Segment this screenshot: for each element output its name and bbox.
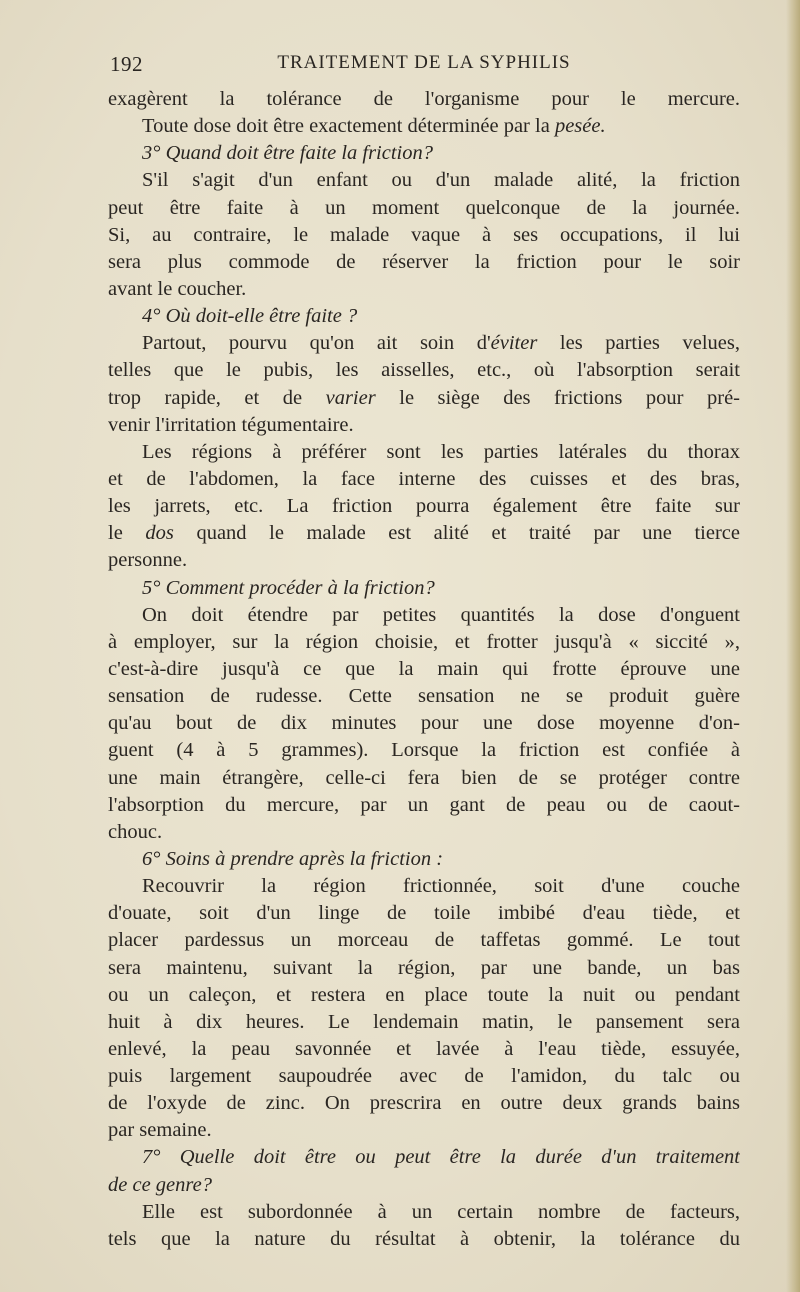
- text-segment: les parties velues,: [537, 332, 740, 355]
- text-line: [108, 493, 740, 520]
- text-segment: tels que la nature du résultat à obtenir, la tolérance du: [108, 1227, 740, 1250]
- text-line: [108, 900, 740, 927]
- text-segment: et de l'abdomen, la face interne des cuisses et des bras,: [108, 467, 740, 490]
- text-segment: trop rapide, et de: [108, 386, 326, 409]
- text-line: [108, 1172, 740, 1199]
- page-number: 192: [110, 52, 143, 76]
- text-line: [108, 357, 740, 384]
- text-segment: S'il s'agit d'un enfant ou d'un malade alité, la friction: [142, 169, 740, 192]
- text-line: [108, 167, 740, 194]
- text-segment: c'est-à-dire jusqu'à ce que la main qui frotte éprouve une: [108, 657, 740, 680]
- text-segment: sera plus commode de réserver la friction pour le soir: [108, 250, 740, 273]
- text-segment: 3° Quand doit être faite la friction?: [142, 142, 433, 165]
- text-line: [108, 520, 740, 547]
- text-line: [108, 466, 740, 493]
- text-line: [108, 656, 740, 683]
- text-segment: d'ouate, soit d'un linge de toile imbibé d'eau tiède, et: [108, 902, 740, 925]
- text-line: [108, 412, 740, 439]
- text-segment: sensation de rudesse. Cette sensation ne se produit guère: [108, 685, 740, 708]
- text-segment: Recouvrir la région frictionnée, soit d'une couche: [142, 875, 740, 898]
- text-line: [108, 1063, 740, 1090]
- text-segment: sera maintenu, suivant la région, par une bande, un bas: [108, 956, 740, 979]
- text-line: [108, 1226, 740, 1253]
- text-segment: les jarrets, etc. La friction pourra également être faite sur: [108, 495, 740, 518]
- text-line: [108, 439, 740, 466]
- text-line: [108, 873, 740, 900]
- text-segment: varier: [325, 386, 376, 409]
- text-segment: personne.: [108, 549, 188, 572]
- text-line: [108, 249, 740, 276]
- text-segment: pesée.: [554, 115, 606, 138]
- text-line: [108, 1009, 740, 1036]
- text-line: [108, 1036, 740, 1063]
- text-segment: Toute dose doit être exactement déterminée par la: [142, 115, 555, 138]
- text-segment: ou un caleçon, et restera en place toute la nuit ou pendant: [108, 983, 740, 1006]
- text-line: [108, 1117, 740, 1144]
- text-segment: 4° Où doit-elle être faite ?: [142, 305, 358, 328]
- text-segment: On doit étendre par petites quantités la dose d'onguent: [142, 603, 740, 626]
- text-segment: venir l'irritation tégumentaire.: [108, 413, 354, 436]
- text-segment: Les régions à préférer sont les parties latérales du thorax: [142, 440, 740, 463]
- text-line: [108, 276, 740, 303]
- text-line: [108, 792, 740, 819]
- text-line: [108, 737, 740, 764]
- text-segment: puis largement saupoudrée avec de l'amidon, du talc ou: [108, 1065, 740, 1088]
- text-segment: enlevé, la peau savonnée et lavée à l'eau tiède, essuyée,: [108, 1037, 740, 1060]
- text-line: [108, 1199, 740, 1226]
- text-segment: placer pardessus un morceau de taffetas gommé. Le tout: [108, 929, 740, 952]
- text-line: [108, 140, 740, 167]
- text-segment: l'absorption du mercure, par un gant de peau ou de caout-: [108, 793, 740, 816]
- text-line: [108, 602, 740, 629]
- text-line: [108, 330, 740, 357]
- text-segment: éviter: [490, 332, 538, 355]
- text-segment: par semaine.: [108, 1119, 212, 1142]
- page-header: [110, 52, 738, 78]
- text-segment: Elle est subordonnée à un certain nombre de facteurs,: [142, 1200, 740, 1223]
- text-segment: 6° Soins à prendre après la friction :: [142, 847, 444, 870]
- text-segment: guent (4 à 5 grammes). Lorsque la friction est confiée à: [108, 739, 740, 762]
- text-segment: Partout, pourvu qu'on ait soin d': [142, 332, 491, 355]
- text-segment: Si, au contraire, le malade vaque à ses occupations, il lui: [108, 223, 740, 246]
- text-segment: quand le malade est alité et traité par une tierce: [173, 522, 740, 545]
- text-line: [108, 710, 740, 737]
- text-segment: dos: [145, 522, 174, 545]
- body-text: [108, 86, 740, 1253]
- text-line: [108, 1090, 740, 1117]
- text-segment: une main étrangère, celle-ci fera bien de se protéger contre: [108, 766, 740, 789]
- text-line: [108, 113, 740, 140]
- text-line: [108, 629, 740, 656]
- text-segment: avant le coucher.: [108, 277, 247, 300]
- text-line: [108, 575, 740, 602]
- text-segment: telles que le pubis, les aisselles, etc., où l'absorption serait: [108, 359, 740, 382]
- text-line: [108, 955, 740, 982]
- text-segment: le: [108, 522, 146, 545]
- text-line: [108, 765, 740, 792]
- text-segment: de ce genre?: [108, 1173, 212, 1196]
- text-segment: qu'au bout de dix minutes pour une dose moyenne d'on-: [108, 712, 740, 735]
- text-line: [108, 683, 740, 710]
- text-line: [108, 927, 740, 954]
- text-line: [108, 819, 740, 846]
- text-line: [108, 846, 740, 873]
- text-line: [108, 1144, 740, 1171]
- text-segment: le siège des frictions pour pré-: [375, 386, 740, 409]
- text-segment: à employer, sur la région choisie, et frotter jusqu'à « siccité »,: [108, 630, 740, 653]
- text-line: [108, 547, 740, 574]
- text-segment: 7° Quelle doit être ou peut être la durée d'un traitement: [142, 1146, 740, 1169]
- text-segment: de l'oxyde de zinc. On prescrira en outre deux grands bains: [108, 1092, 740, 1115]
- text-line: [108, 385, 740, 412]
- text-segment: 5° Comment procéder à la friction?: [142, 576, 435, 599]
- text-segment: chouc.: [108, 820, 163, 843]
- text-line: [108, 195, 740, 222]
- text-segment: exagèrent la tolérance de l'organisme pour le mercure.: [108, 88, 740, 110]
- text-segment: peut être faite à un moment quelconque de la journée.: [108, 196, 740, 219]
- running-title: TRAITEMENT DE LA SYPHILIS: [277, 52, 571, 73]
- text-line: [108, 303, 740, 330]
- text-segment: huit à dix heures. Le lendemain matin, le pansement sera: [108, 1010, 740, 1033]
- text-line: [108, 222, 740, 249]
- text-line: [108, 86, 740, 113]
- text-line: [108, 982, 740, 1009]
- page-edge-shadow: [786, 0, 800, 1292]
